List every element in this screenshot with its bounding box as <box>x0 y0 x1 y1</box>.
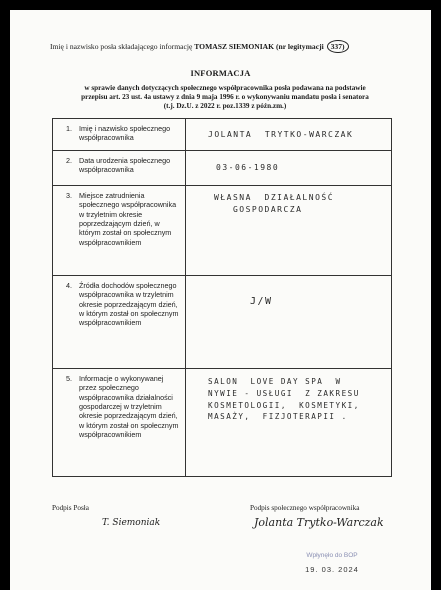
collaborator-signature-label: Podpis społecznego współpracownika <box>250 504 360 512</box>
header-line <box>50 40 410 53</box>
row-value-cell <box>186 369 392 477</box>
row-number: 2. <box>66 156 72 165</box>
stamp-date: 19. 03. 2024 <box>305 565 359 574</box>
subtitle-line-2: przepisu art. 23 ust. 4a ustawy z dnia 9 maja 1996 r. o wykonywaniu mandatu posła i senatora <box>81 93 369 101</box>
document-page <box>10 10 431 590</box>
table-row <box>53 151 392 186</box>
row-label-cell <box>53 186 186 276</box>
row-value: 03-06-1980 <box>216 163 280 172</box>
row-label: Imię i nazwisko społecznego współpracownika <box>79 124 171 143</box>
row-label: Data urodzenia społecznego współpracownika <box>79 156 171 175</box>
row-value: J/W <box>250 296 273 307</box>
row-label: Źródła dochodów społecznego współpracownika w trzyletnim okresie poprzedzającym dzień, w którym został on społecznym współpracownikiem <box>79 281 179 328</box>
row-label-cell <box>53 119 186 151</box>
row-number: 4. <box>66 281 72 290</box>
legitymacja-number: 337) <box>327 40 349 53</box>
collaborator-signature: Jolanta Trytko-Warczak <box>254 516 384 529</box>
table-row <box>53 369 392 477</box>
row-label-cell <box>53 276 186 369</box>
row-number: 3. <box>66 191 72 200</box>
row-value: WŁASNA DZIAŁALNOŚĆ GOSPODARCZA <box>214 193 335 215</box>
row-value-cell <box>186 186 392 276</box>
row-number: 5. <box>66 374 72 383</box>
table-row <box>53 276 392 369</box>
document-title: INFORMACJA <box>190 68 251 78</box>
table-row <box>53 186 392 276</box>
row-value: JOLANTA TRYTKO-WARCZAK <box>208 130 354 139</box>
row-label: Miejsce zatrudnienia społecznego współpracownika w trzyletnim okresie poprzedzającym dzień, w którym został on społecznym współpracownikiem <box>79 191 177 247</box>
info-table <box>52 118 392 477</box>
mp-signature-label: Podpis Posła <box>52 504 89 512</box>
subtitle-line-1: w sprawie danych dotyczących społecznego współpracownika posła podawana na podstawie <box>84 84 366 92</box>
stamp-text: Wpłynęło do BOP <box>306 552 358 559</box>
document-subtitle <box>60 84 390 111</box>
subtitle-line-3: (t.j. Dz.U. z 2022 r. poz.1339 z późn.zm.) <box>163 102 287 110</box>
row-label-cell <box>53 369 186 477</box>
row-value-cell <box>186 276 392 369</box>
collaborator-signature-block <box>250 504 384 529</box>
table-row <box>53 119 392 151</box>
header-prefix: Imię i nazwisko posła składającego informację <box>50 42 193 51</box>
mp-signature: T. Siemoniak <box>102 518 161 528</box>
row-value: SALON LOVE DAY SPA W NYWIE - USŁUGI Z ZAKRESU KOSMETOLOGII, KOSMETYKI, MASAŻY, FIZJOTERAPII . <box>208 377 360 422</box>
legitymacja-prefix: (nr legitymacji <box>275 42 324 51</box>
row-label-cell <box>53 151 186 186</box>
row-value-cell <box>186 151 392 186</box>
mp-signature-block <box>52 504 160 528</box>
row-label: Informacje o wykonywanej przez społecznego współpracownika działalności gospodarczej w trzyletnim okresie poprzedzającym dzień, w którym został on społecznym współpracownikiem <box>79 374 179 440</box>
intake-stamp <box>272 552 392 574</box>
row-number: 1. <box>66 124 72 133</box>
row-value-cell <box>186 119 392 151</box>
mp-name: TOMASZ SIEMONIAK <box>194 42 275 51</box>
